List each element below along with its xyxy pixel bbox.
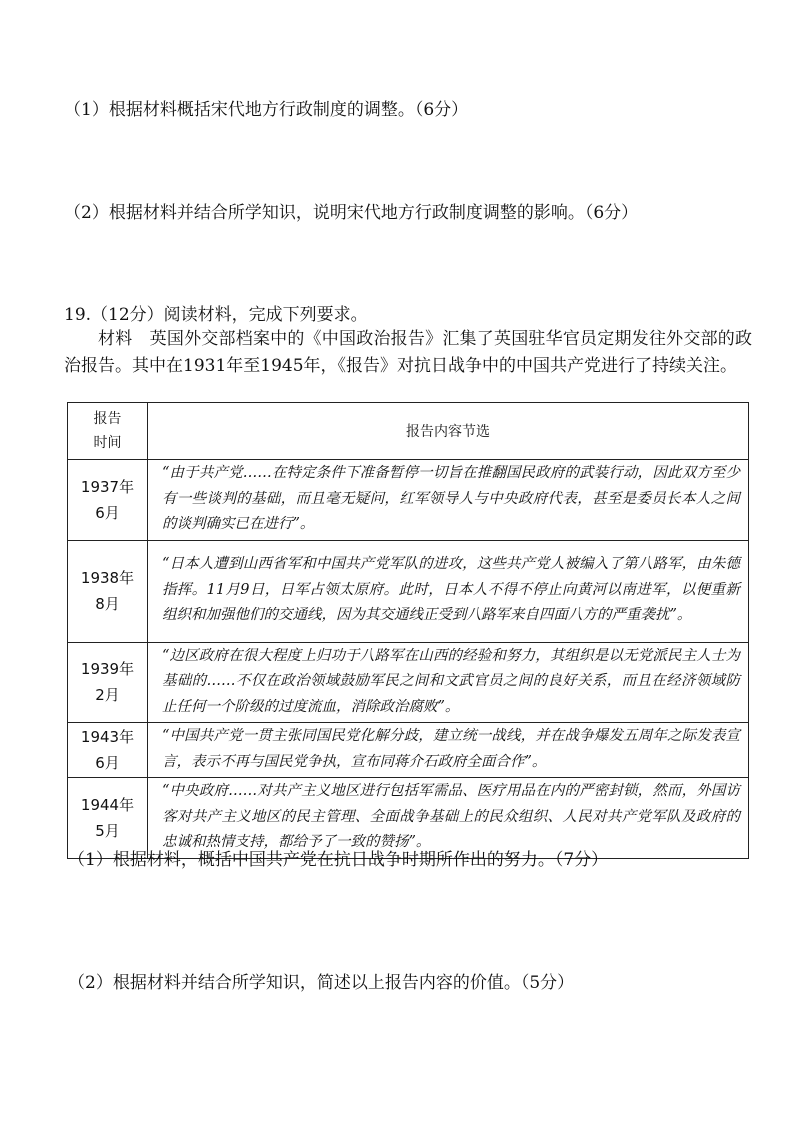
- report-time-cell: [68, 460, 148, 541]
- report-content-cell: “边区政府在很大程度上归功于八路军在山西的经验和努力，其组织是以无党派民主人士为基础的……不仅在政治领域鼓励军民之间和文武官员之间的良好关系，而且在经济领域防止任何一个阶级的过度流血，消除政治腐败”。: [148, 642, 749, 723]
- report-time-cell: [68, 778, 148, 859]
- report-year: 1937年: [80, 477, 135, 496]
- report-table: [67, 402, 749, 859]
- report-time-cell: [68, 540, 148, 642]
- report-time-cell: [68, 723, 148, 778]
- report-year: 1943年: [80, 728, 135, 746]
- q19-header: 19.（12分）阅读材料，完成下列要求。: [64, 305, 368, 325]
- header-report-content: 报告内容节选: [148, 403, 749, 460]
- header-report-time: [68, 403, 148, 460]
- report-month: 2月: [95, 686, 120, 705]
- report-content-cell: “中央政府……对共产主义地区进行包括军需品、医疗用品在内的严密封锁，然而，外国访客对共产主义地区的民主管理、全面战争基础上的民众组织、人民对共产党军队及政府的忠诚和热情支持，都给予了一致的赞扬”。: [148, 778, 749, 859]
- table-row: [68, 778, 749, 859]
- q19-material-text: 材料 英国外交部档案中的《中国政治报告》汇集了英国驻华官员定期发往外交部的政治报告。其中在1931年至1945年，《报告》对抗日战争中的中国共产党进行了持续关注。: [64, 329, 752, 376]
- report-content-cell: “中国共产党一贯主张同国民党化解分歧，建立统一战线，并在战争爆发五周年之际发表宣言，表示不再与国民党争执，宣布同蒋介石政府全面合作”。: [148, 723, 749, 778]
- table-row: [68, 642, 749, 723]
- header-time-line2: 时间: [93, 435, 122, 451]
- report-year: 1938年: [80, 569, 135, 587]
- table-row: [68, 540, 749, 642]
- report-month: 6月: [95, 754, 120, 772]
- report-table-header-row: [68, 403, 749, 460]
- report-time-cell: [68, 642, 148, 723]
- report-content-cell: “由于共产党……在特定条件下准备暂停一切旨在推翻国民政府的武装行动，因此双方至少有一些谈判的基础，而且毫无疑问，红军领导人与中央政府代表，甚至是委员长本人之间的谈判确实已在进行”。: [148, 460, 749, 541]
- report-content-cell: “日本人遭到山西省军和中国共产党军队的进攻，这些共产党人被编入了第八路军，由朱德指挥。11月9日，日军占领太原府。此时，日本人不得不停止向黄河以南进军，以便重新组织和加强他们的交通线，因为其交通线正受到八路军来自四面八方的严重袭扰”。: [148, 540, 749, 642]
- q19-part1-prompt: （1）根据材料，概括中国共产党在抗日战争时期所作出的努力。（7分）: [68, 850, 609, 870]
- table-row: [68, 723, 749, 778]
- q18-part1-prompt: （1）根据材料概括宋代地方行政制度的调整。（6分）: [64, 100, 469, 120]
- q18-part2-prompt: （2）根据材料并结合所学知识，说明宋代地方行政制度调整的影响。（6分）: [64, 203, 639, 223]
- report-year: 1944年: [80, 795, 135, 814]
- report-month: 8月: [95, 595, 120, 613]
- report-month: 6月: [95, 503, 120, 522]
- report-year: 1939年: [80, 660, 135, 679]
- q19-part2-prompt: （2）根据材料并结合所学知识，简述以上报告内容的价值。（5分）: [68, 973, 575, 993]
- report-month: 5月: [95, 821, 120, 840]
- header-time-line1: 报告: [93, 411, 122, 427]
- table-row: [68, 460, 749, 541]
